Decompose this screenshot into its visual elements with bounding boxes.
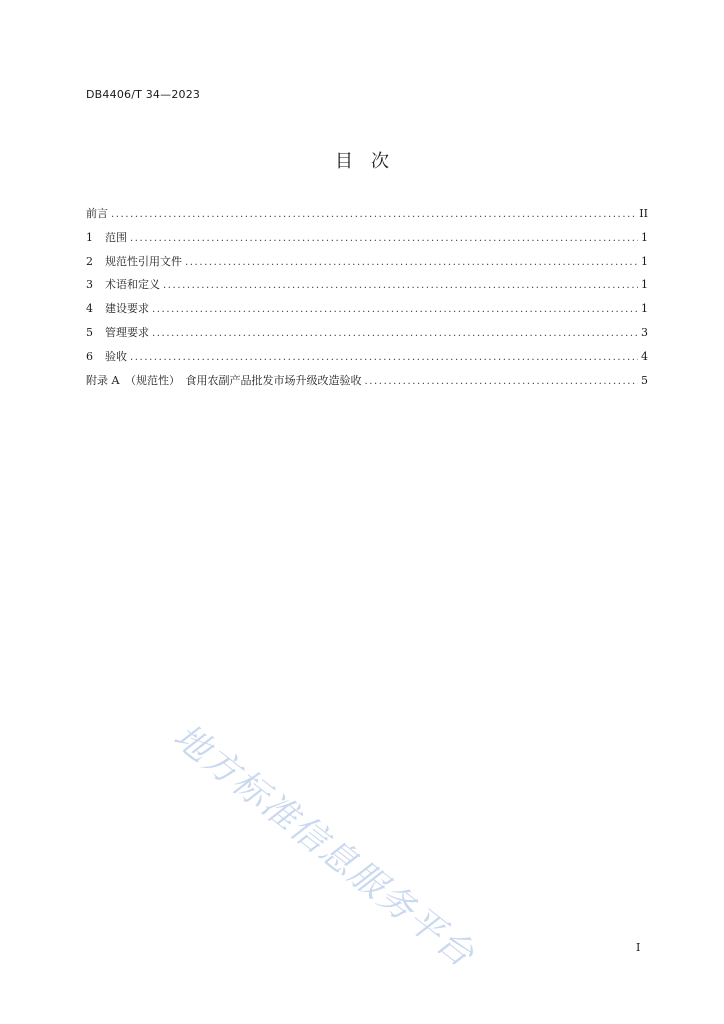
toc-entry-appendix-a[interactable] (86, 372, 648, 396)
toc-entry-management-requirements[interactable] (86, 324, 648, 348)
table-of-contents (86, 205, 648, 395)
toc-entry-number: 1 (86, 230, 93, 244)
toc-dot-leader (163, 280, 638, 291)
toc-entry-construction-requirements[interactable] (86, 300, 648, 324)
toc-entry-label: 范围 (105, 230, 127, 244)
toc-entry-number: 5 (86, 325, 93, 339)
toc-entry-page: 1 (641, 254, 648, 268)
toc-dot-leader (185, 257, 638, 268)
toc-dot-leader (152, 328, 638, 339)
toc-entry-page: 1 (641, 278, 648, 292)
toc-entry-terms-definitions[interactable] (86, 276, 648, 300)
toc-entry-acceptance[interactable] (86, 348, 648, 372)
toc-entry-label: 建设要求 (105, 302, 149, 316)
toc-entry-label: 管理要求 (105, 325, 149, 339)
toc-entry-number: 2 (86, 254, 93, 268)
toc-entry-label: 验收 (105, 349, 127, 363)
toc-dot-leader (364, 376, 638, 387)
toc-entry-label: 前言 (86, 207, 108, 220)
document-code: DB4406/T 34—2023 (86, 88, 201, 101)
toc-entry-number: 6 (86, 349, 93, 363)
toc-entry-page: 4 (641, 349, 648, 363)
toc-entry-label: 附录 A （规范性） 食用农副产品批发市场升级改造验收 (86, 373, 362, 387)
toc-dot-leader (152, 304, 638, 315)
toc-entry-page: 1 (641, 230, 648, 244)
toc-entry-page: II (639, 207, 648, 220)
toc-dot-leader (111, 209, 636, 220)
toc-title: 目 次 (335, 151, 389, 172)
toc-entry-page: 5 (641, 373, 648, 387)
toc-entry-number: 4 (86, 302, 93, 316)
toc-entry-foreword[interactable] (86, 205, 648, 229)
toc-entry-normative-references[interactable] (86, 253, 648, 277)
toc-entry-label: 规范性引用文件 (105, 254, 182, 268)
toc-entry-page: 1 (641, 302, 648, 316)
toc-entry-page: 3 (641, 325, 648, 339)
toc-dot-leader (130, 233, 638, 244)
watermark: 地方标准信息服务平台 (165, 716, 483, 976)
toc-entry-scope[interactable] (86, 229, 648, 253)
page-number: I (636, 941, 641, 954)
toc-entry-label: 术语和定义 (105, 278, 160, 292)
toc-entry-number: 3 (86, 278, 93, 292)
toc-dot-leader (130, 352, 638, 363)
